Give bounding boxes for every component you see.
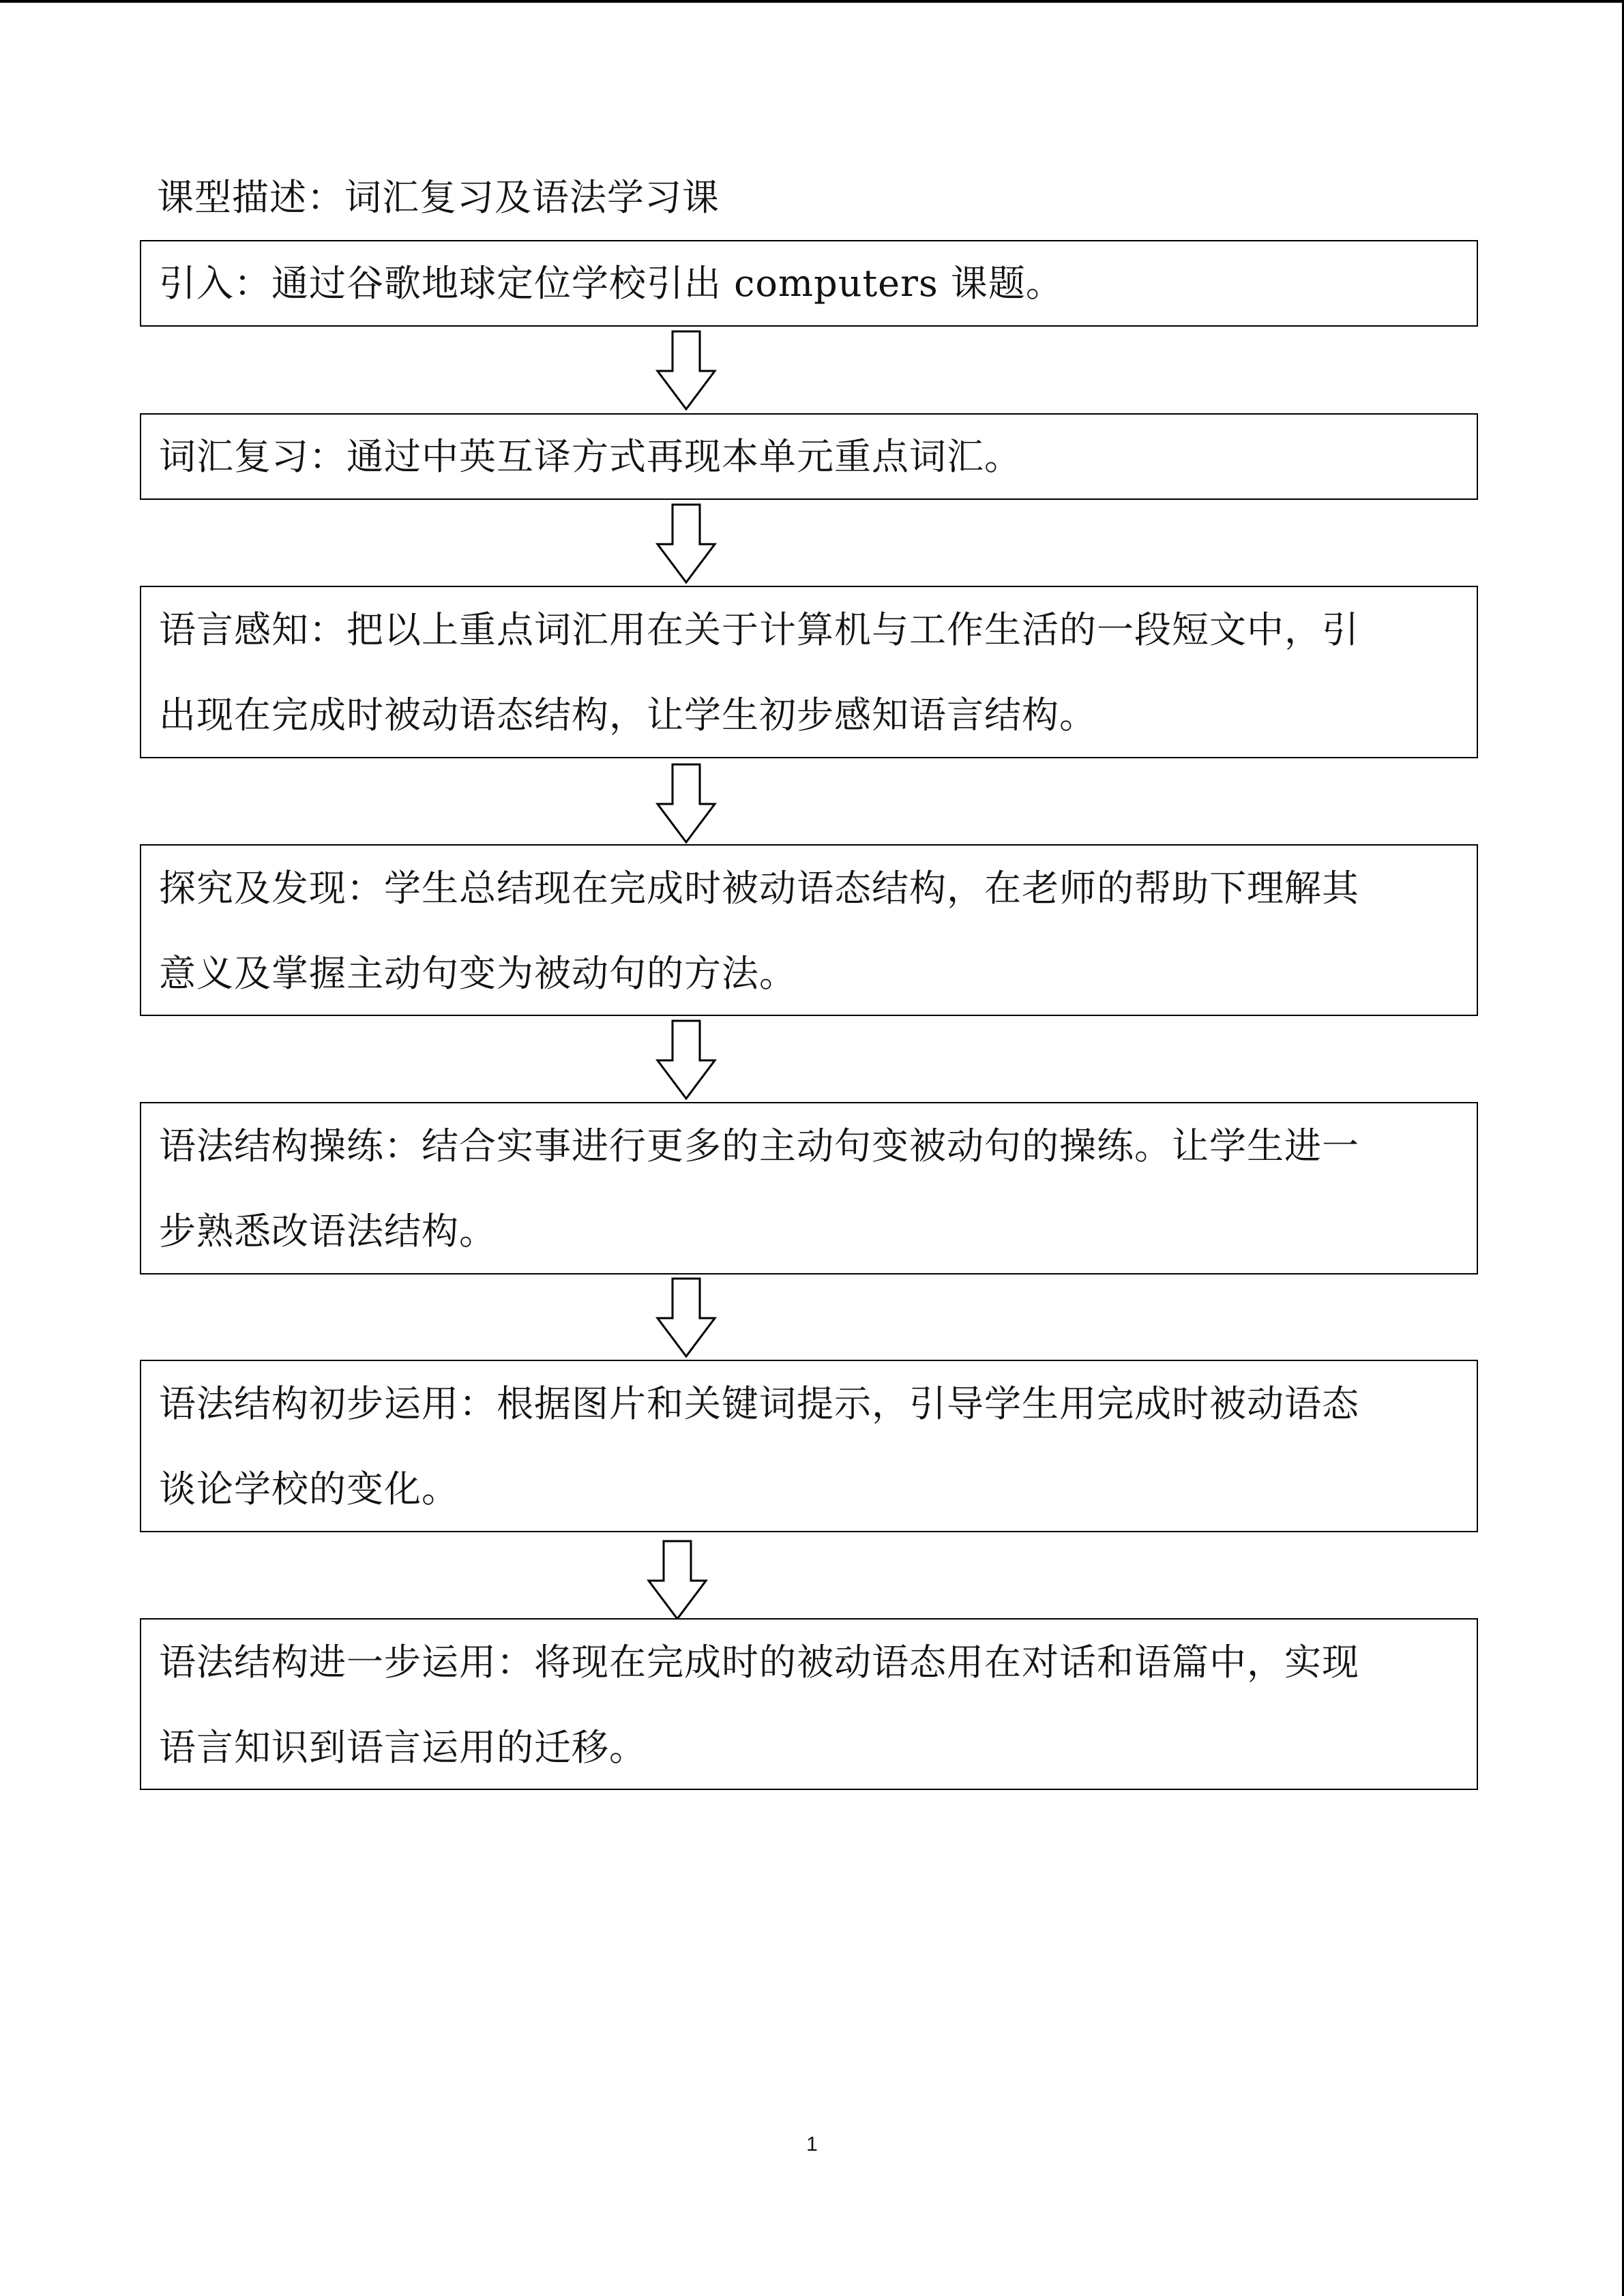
down-arrow-icon <box>643 1540 711 1622</box>
flow-step-5 <box>140 1102 1478 1274</box>
flow-step-3-line-1: 语言感知：把以上重点词汇用在关于计算机与工作生活的一段短文中，引 <box>159 608 1359 651</box>
flow-step-7 <box>140 1618 1478 1790</box>
flow-step-4 <box>140 844 1478 1016</box>
lesson-type-description: 课型描述：词汇复习及语法学习课 <box>157 176 720 219</box>
flow-step-6-line-1: 语法结构初步运用：根据图片和关键词提示，引导学生用完成时被动语态 <box>159 1382 1359 1425</box>
flow-step-4-line-2: 意义及掌握主动句变为被动句的方法。 <box>159 952 797 995</box>
flow-step-5-line-2: 步熟悉改语法结构。 <box>159 1210 497 1253</box>
flow-step-7-line-2: 语言知识到语言运用的迁移。 <box>159 1726 647 1769</box>
flow-step-2 <box>140 413 1478 500</box>
flow-step-3-line-2: 出现在完成时被动语态结构，让学生初步感知语言结构。 <box>159 694 1097 736</box>
flow-step-6-line-2: 谈论学校的变化。 <box>159 1467 459 1510</box>
flow-step-4-line-1: 探究及发现：学生总结现在完成时被动语态结构，在老师的帮助下理解其 <box>159 867 1359 910</box>
flow-step-6 <box>140 1360 1478 1532</box>
page-top-border <box>0 0 1624 3</box>
page-number: 1 <box>806 2133 818 2156</box>
down-arrow-icon <box>652 330 720 412</box>
flow-step-1-line-1: 引入：通过谷歌地球定位学校引出 computers 课题。 <box>159 262 1063 305</box>
flow-step-1 <box>140 240 1478 327</box>
flow-step-7-line-1: 语法结构进一步运用：将现在完成时的被动语态用在对话和语篇中，实现 <box>159 1641 1359 1684</box>
down-arrow-icon <box>652 763 720 845</box>
flow-step-2-line-1: 词汇复习：通过中英互译方式再现本单元重点词汇。 <box>159 435 1022 478</box>
flow-step-5-line-1: 语法结构操练：结合实事进行更多的主动句变被动句的操练。让学生进一 <box>159 1124 1359 1167</box>
down-arrow-icon <box>652 503 720 585</box>
down-arrow-icon <box>652 1019 720 1101</box>
down-arrow-icon <box>652 1277 720 1359</box>
flow-step-3 <box>140 586 1478 758</box>
